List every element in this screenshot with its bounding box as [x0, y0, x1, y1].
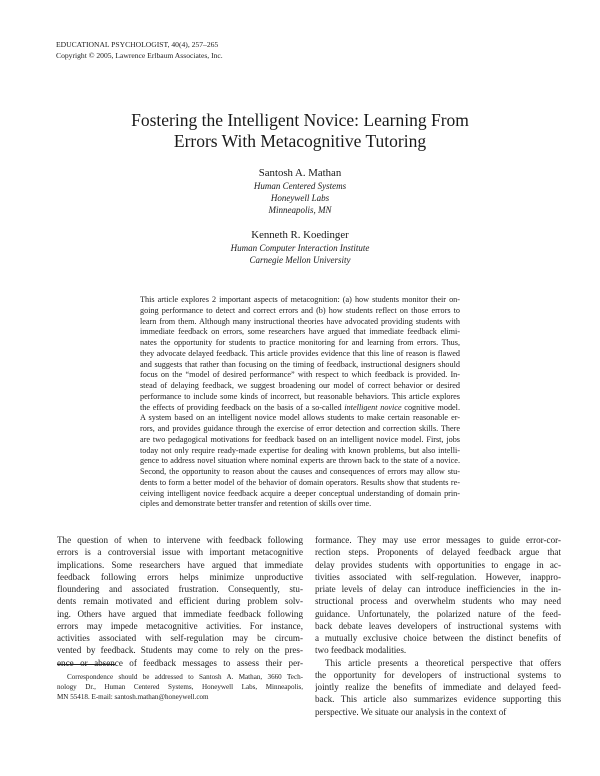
footnote-line: Correspondence should be addressed to Santosh A. Mathan, 3660 Tech-: [67, 673, 303, 681]
body-text-line: structional process and overwhelm students who may need: [315, 596, 561, 607]
body-text-line: jointly realize the benefits of immediate and delayed feed-: [315, 682, 561, 692]
body-text-line: two feedback modalities.: [315, 645, 407, 656]
body-text-line: tivities associated with self-regulation. However, inappro-: [315, 571, 561, 582]
abstract-line: the effects of providing feedback on the basis of a so-called intelligent novice cognitive model.: [140, 402, 461, 412]
body-text-line: This article presents a theoretical perspective that offers: [325, 657, 561, 668]
body-text-line: dents remain motivated and efficient during problem solv-: [57, 596, 303, 607]
body-text-line: perspective. We situate our analysis in the context of: [315, 706, 507, 717]
abstract-line: This article explores 2 important aspects of metacognition: (a) how students monitor their on-: [140, 295, 460, 304]
abstract-line: they advocate delayed feedback. This article provides evidence that this line of reason is flawed: [140, 348, 460, 358]
abstract-line: nates the opportunity for students to practice monitoring for and learning from errors. Thus,: [140, 338, 460, 347]
author-block-1: [60, 166, 540, 216]
abstract-line: focus on the “model of desired performance” with respect to which feedback is provided. In-: [140, 370, 460, 380]
abstract-line: learn from them. Although many instructional theories have advocated providing students with: [140, 316, 460, 326]
body-text-line: guidance. Unfortunately, the polarized nature of the feed-: [315, 608, 561, 619]
abstract-line: gence to address novel situation where nominal experts are thrown back to the state of a novice.: [140, 456, 460, 466]
abstract-line: ceiving intelligent novice feedback acquire a deeper conceptual understanding of domain prin-: [140, 488, 460, 498]
author-affiliation: Carnegie Mellon University: [249, 255, 351, 265]
title-line: Fostering the Intelligent Novice: Learning From: [131, 110, 469, 130]
body-text-line: errors may impede metacognitive activities. For instance,: [57, 620, 303, 631]
body-text-line: back. This article also summarizes evidence supporting this: [315, 694, 561, 705]
body-text-line: feedback following errors helps minimize unproductive: [57, 571, 303, 582]
body-text-line: rection steps. Proponents of delayed feedback argue that: [315, 547, 561, 558]
abstract-line: going performance to detect and correct errors and (b) how students reflect on those errors to: [140, 305, 460, 315]
abstract-line: today not only require ready-made expertise for dealing with known problems, but also intelli-: [140, 445, 460, 455]
body-text-line: formance. They may use error messages to guide error-cor-: [315, 535, 561, 545]
body-text-line: activities associated with self-regulation may be circum-: [57, 633, 303, 643]
correspondence-footnote: [57, 672, 303, 702]
abstract-line: A system based on an intelligent novice model allows students to make certain reasonable er-: [140, 413, 460, 423]
author-name: Kenneth R. Koedinger: [251, 229, 349, 241]
body-column-left: [57, 534, 303, 669]
abstract-line: ciples and demonstrate better transfer and retention of skills over time.: [140, 499, 372, 509]
body-text-line: vented by feedback. Students may come to rely on the pres-: [57, 645, 303, 656]
author-block-2: [60, 228, 540, 266]
body-text-line: the opportunity for developers of instructional systems to: [315, 669, 561, 680]
abstract-line: performance to include some kinds of incorrect, but reasonable behaviors. This article explores: [140, 391, 460, 401]
abstract-line: and suggests that rather than focusing on the timing of feedback, instructional designers should: [140, 359, 460, 369]
body-text-line: ing. Others have argued that immediate feedback following: [57, 608, 303, 619]
body-text-line: implications. Some researchers have argued that immediate: [57, 559, 303, 570]
body-text-line: The question of when to intervene with feedback following: [57, 535, 303, 545]
author-name: Santosh A. Mathan: [258, 167, 342, 179]
body-text-line: priate levels of delay can introduce inefficiencies in the in-: [315, 584, 561, 594]
abstract-line: stead of delaying feedback, we suggest broadening our model of correct behavior or desired: [140, 381, 460, 390]
journal-header: [56, 40, 223, 61]
copyright-notice: Copyright © 2005, Lawrence Erlbaum Associates, Inc.: [56, 50, 223, 60]
abstract-line: Second, the opportunity to reason about the causes and consequences of errors may allow stu-: [140, 467, 460, 476]
author-affiliation: Honeywell Labs: [270, 193, 330, 203]
body-text-line: errors is a controversial issue with important metacognitive: [57, 547, 303, 558]
body-text-line: ence or absence of feedback messages to assess their per-: [57, 657, 303, 668]
author-affiliation: Minneapolis, MN: [268, 205, 332, 215]
journal-citation: EDUCATIONAL PSYCHOLOGIST, 40(4), 257–265: [56, 40, 219, 49]
author-affiliation: Human Computer Interaction Institute: [230, 243, 370, 253]
footnote-line: MN 55418. E-mail: santosh.mathan@honeywell.com: [57, 693, 209, 701]
body-text-line: back debate leaves developers of instructional systems with: [315, 620, 561, 631]
body-text-line: delay provides students with opportunities to engage in ac-: [315, 559, 561, 570]
abstract: [140, 295, 460, 510]
body-text-line: a mutually exclusive choice between the distinct benefits of: [315, 633, 561, 643]
footnote-line: nology Dr., Human Centered Systems, Honeywell Labs, Minneapolis,: [57, 683, 303, 691]
abstract-line: rors, and provides guidance through the exercise of error detection and correction skills. There: [140, 424, 460, 433]
author-affiliation: Human Centered Systems: [253, 181, 347, 191]
abstract-line: are two pedagogical motivations for feedback based on an intelligent novice model. First, jobs: [140, 434, 460, 444]
abstract-line: dents to form a better model of the behavior of domain operators. Results show that students re-: [140, 477, 460, 487]
body-column-right: [315, 534, 561, 718]
footnote-divider: [57, 664, 115, 665]
title-line: Errors With Metacognitive Tutoring: [173, 131, 427, 151]
abstract-line: immediate feedback on errors, some researchers have argued that immediate feedback elimi-: [140, 327, 460, 337]
body-text-line: floundering and associated frustration. Consequently, stu-: [57, 584, 303, 594]
article-title: [60, 110, 540, 152]
